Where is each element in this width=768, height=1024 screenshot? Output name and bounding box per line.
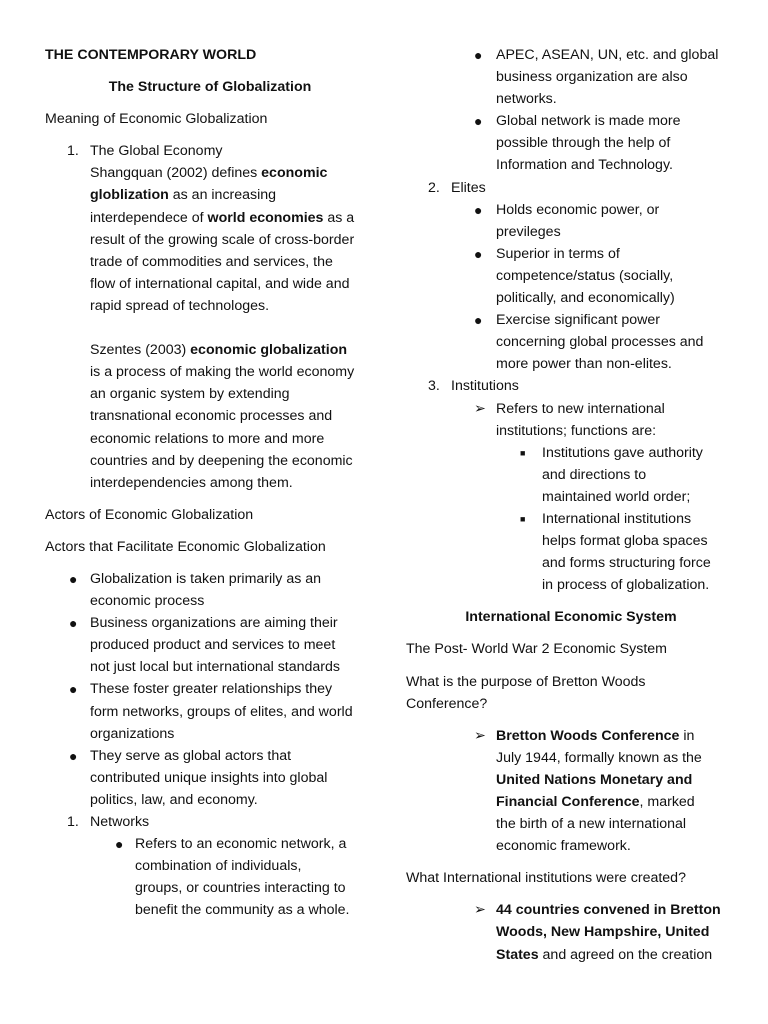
paragraph-line: is a process of making the world economy [90,364,355,381]
list-line: economic framework. [496,838,631,855]
list-item [406,243,736,309]
list-line: Bretton Woods Conference in [496,727,695,744]
list-number: 1. [67,143,79,160]
list-line: They serve as global actors that [90,747,292,764]
list-line: contributed unique insights into global [90,769,328,786]
actors-heading: Actors of Economic Globalization [45,506,254,523]
list-line: networks. [496,91,557,108]
list-line: concerning global processes and [496,334,704,351]
list-line: Information and Technology. [496,157,673,174]
blank-line [90,317,375,339]
list-item [406,309,736,375]
list-line: form networks, groups of elites, and world [90,703,353,720]
question-line: What is the purpose of Bretton Woods [406,673,646,690]
list-item [406,110,736,176]
list-number: 3. [428,378,440,395]
networks-title: Networks [90,814,150,830]
list-line: organizations [90,725,175,742]
paragraph-line: interdependencies among them. [90,474,293,491]
list-item [45,568,375,612]
bullet-icon: ● [69,615,78,632]
question-line: What International institutions were created? [406,870,686,887]
list-line: produced product and services to meet [90,637,336,654]
bullet-icon: ● [474,245,483,262]
list-line: Financial Conference, marked [496,794,695,810]
section-title: The Structure of Globalization [108,79,312,96]
question-line: Conference? [406,695,488,712]
document-title: THE CONTEMPORARY WORLD [45,47,257,63]
list-item [406,442,736,508]
list-line: Superior in terms of [496,245,620,262]
list-line: Holds economic power, or [496,201,660,218]
paragraph-line: Shangquan (2002) defines economic [90,165,328,182]
institutions-title: Institutions [451,378,519,395]
paragraph-line: interdependece of world economies as a [90,209,355,226]
list-line: politically, and economically) [496,290,675,307]
list-item [406,44,736,110]
list-item [45,833,375,921]
list-line: politics, law, and economy. [90,791,258,808]
postwar-heading: The Post- World War 2 Economic System [406,641,667,658]
list-line: APEC, ASEAN, UN, etc. and global [496,47,719,63]
list-line: Institutions gave authority [542,444,703,461]
paragraph-line: result of the growing scale of cross-border [90,231,355,248]
list-line: combination of individuals, [135,858,302,875]
list-item [406,508,736,596]
paragraph-line: transnational economic processes and [90,408,333,425]
paragraph-line: economic relations to more and more [90,430,325,447]
arrow-bullet-icon: ➢ [474,400,486,417]
elites-title: Elites [451,179,486,196]
global-economy-item [45,140,375,494]
list-item [45,745,375,811]
list-line: Globalization is taken primarily as an [90,570,322,587]
paragraph-line: rapid spread of technologes. [90,297,270,314]
list-item [45,612,375,678]
list-line: more power than non-elites. [496,356,672,373]
list-line: Refers to an economic network, a [135,836,347,853]
list-line: United Nations Monetary and [496,771,693,788]
list-line: 44 countries convened in Bretton [496,902,721,919]
list-line: and directions to [542,466,647,483]
list-number: 1. [67,814,79,830]
bullet-icon: ● [474,201,483,218]
list-line: possible through the help of [496,135,671,152]
list-line: groups, or countries interacting to [135,880,346,897]
bullet-icon: ● [474,312,483,329]
left-column [45,44,375,921]
list-line: Refers to new international [496,400,665,417]
list-line: July 1944, formally known as the [496,749,702,766]
list-item [406,899,736,965]
square-bullet-icon: ■ [520,447,526,458]
list-line: competence/status (socially, [496,267,674,284]
list-item [406,199,736,243]
list-line: These foster greater relationships they [90,681,333,698]
list-item [406,725,736,858]
paragraph-line: Szentes (2003) economic globalization [90,342,348,359]
paragraph-line: an organic system by extending [90,386,290,403]
arrow-bullet-icon: ➢ [474,727,486,744]
list-line: the birth of a new international [496,816,687,833]
arrow-bullet-icon: ➢ [474,902,486,919]
list-line: in process of globalization. [542,577,710,594]
paragraph-line: countries and by deepening the economic [90,452,353,469]
bullet-icon: ● [69,570,78,587]
list-line: Global network is made more [496,113,681,130]
list-line: International institutions [542,510,692,527]
elites-item [406,177,736,199]
networks-item [45,811,375,833]
list-line: benefit the community as a whole. [135,902,350,919]
list-line: and forms structuring force [542,555,711,572]
list-line: previleges [496,223,561,240]
list-line: business organization are also [496,69,688,86]
list-line: helps format globa spaces [542,533,708,550]
square-bullet-icon: ■ [520,513,526,524]
meaning-heading: Meaning of Economic Globalization [45,111,268,128]
list-item [45,678,375,744]
right-column [406,44,736,966]
list-line: economic process [90,593,205,610]
bullet-icon: ● [69,681,78,698]
list-item [406,398,736,442]
list-line: maintained world order; [542,488,691,505]
ies-title: International Economic System [465,609,677,626]
list-line: not just local but international standards [90,659,341,676]
list-line: States and agreed on the creation [496,946,713,963]
bullet-icon: ● [69,747,78,764]
bullet-icon: ● [474,47,483,63]
bullet-icon: ● [115,836,124,853]
facilitate-heading: Actors that Facilitate Economic Globalization [45,538,326,555]
paragraph-line: globlization as an increasing [90,187,277,204]
list-line: Exercise significant power [496,312,661,329]
list-line: Woods, New Hampshire, United [496,924,710,941]
list-number: 2. [428,179,440,196]
institutions-item [406,375,736,397]
paragraph-line: trade of commodities and services, the [90,253,333,270]
bullet-icon: ● [474,113,483,130]
global-economy-title: The Global Economy [90,143,223,160]
list-line: institutions; functions are: [496,422,657,439]
paragraph-line: flow of international capital, and wide and [90,275,350,292]
list-line: Business organizations are aiming their [90,615,338,632]
